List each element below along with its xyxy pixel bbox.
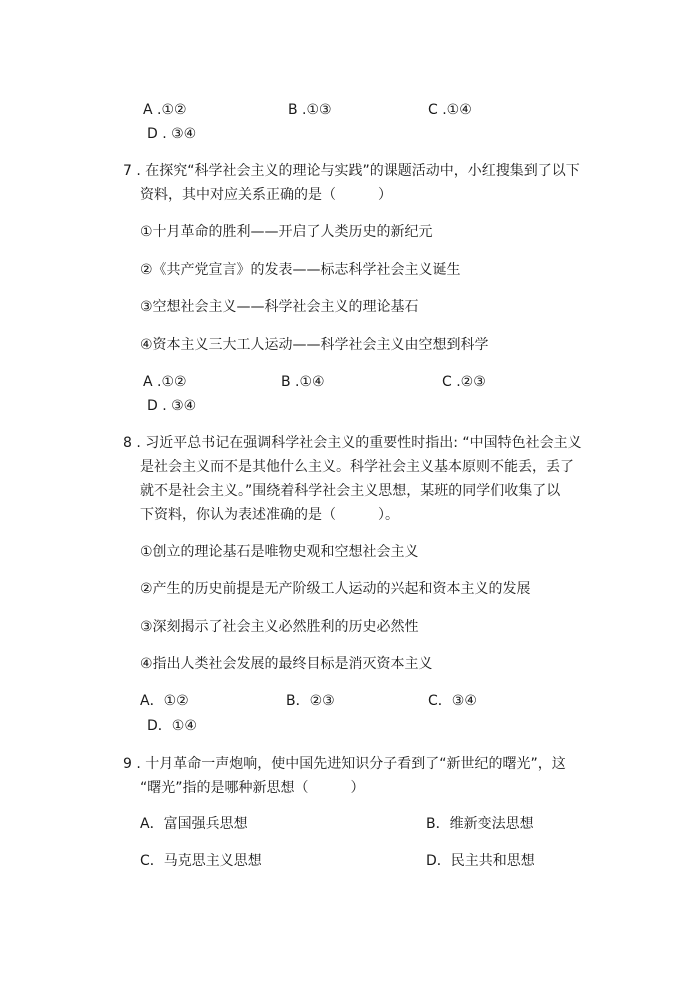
- q7-item-3: ③空想社会主义——科学社会主义的理论基石: [140, 299, 419, 315]
- q8-item-3: ③深刻揭示了社会主义必然胜利的历史必然性: [140, 619, 419, 635]
- q7-item-1: ①十月革命的胜利——开启了人类历史的新纪元: [140, 224, 433, 240]
- q7-option-c: C .②③: [442, 374, 486, 390]
- q7-stem-line1: 7 . 在探究“科学社会主义的理论与实践”的课题活动中，小红搜集到了以下: [123, 163, 580, 179]
- q9-stem-line1: 9 . 十月革命一声炮响，使中国先进知识分子看到了“新世纪的曙光”，这: [123, 756, 566, 772]
- q7-option-b: B .①④: [281, 374, 325, 390]
- q8-option-b: B．②③: [286, 693, 335, 709]
- q8-item-2: ②产生的历史前提是无产阶级工人运动的兴起和资本主义的发展: [140, 581, 531, 597]
- q9-option-d: D．民主共和思想: [426, 853, 535, 869]
- q9-option-c: C．马克思主义思想: [140, 853, 262, 869]
- q8-stem-line3: 就不是社会主义。”围绕着科学社会主义思想，某班的同学们收集了以: [140, 483, 561, 499]
- q8-option-a: A．①②: [140, 693, 189, 709]
- q9-stem-line2: “曙光”指的是哪种新思想（ ）: [140, 780, 365, 796]
- prev-option-b: B .①③: [288, 102, 332, 118]
- q8-stem-line2: 是社会主义而不是其他什么主义。科学社会主义基本原则不能丢，丢了: [140, 459, 574, 475]
- q7-option-d: D . ③④: [147, 398, 197, 414]
- q8-item-4: ④指出人类社会发展的最终目标是消灭资本主义: [140, 656, 433, 672]
- q7-item-2: ②《共产党宣言》的发表——标志科学社会主义诞生: [140, 262, 461, 278]
- q8-stem-line1: 8 . 习近平总书记在强调科学社会主义的重要性时指出: “中国特色社会主义: [123, 435, 582, 451]
- q7-item-4: ④资本主义三大工人运动——科学社会主义由空想到科学: [140, 337, 489, 353]
- prev-option-c: C .①④: [428, 102, 472, 118]
- q7-option-a: A .①②: [143, 374, 187, 390]
- q9-option-a: A．富国强兵思想: [140, 816, 248, 832]
- q8-option-c: C．③④: [428, 693, 477, 709]
- prev-option-d: D . ③④: [147, 126, 197, 142]
- q7-stem-line2: 资料，其中对应关系正确的是（ ）: [140, 187, 392, 203]
- q8-option-d: D．①④: [147, 718, 197, 734]
- q9-option-b: B．维新变法思想: [426, 816, 534, 832]
- q8-stem-line4: 下资料，你认为表述准确的是（ ）。: [140, 507, 399, 523]
- prev-option-a: A .①②: [143, 102, 187, 118]
- q8-item-1: ①创立的理论基石是唯物史观和空想社会主义: [140, 544, 419, 560]
